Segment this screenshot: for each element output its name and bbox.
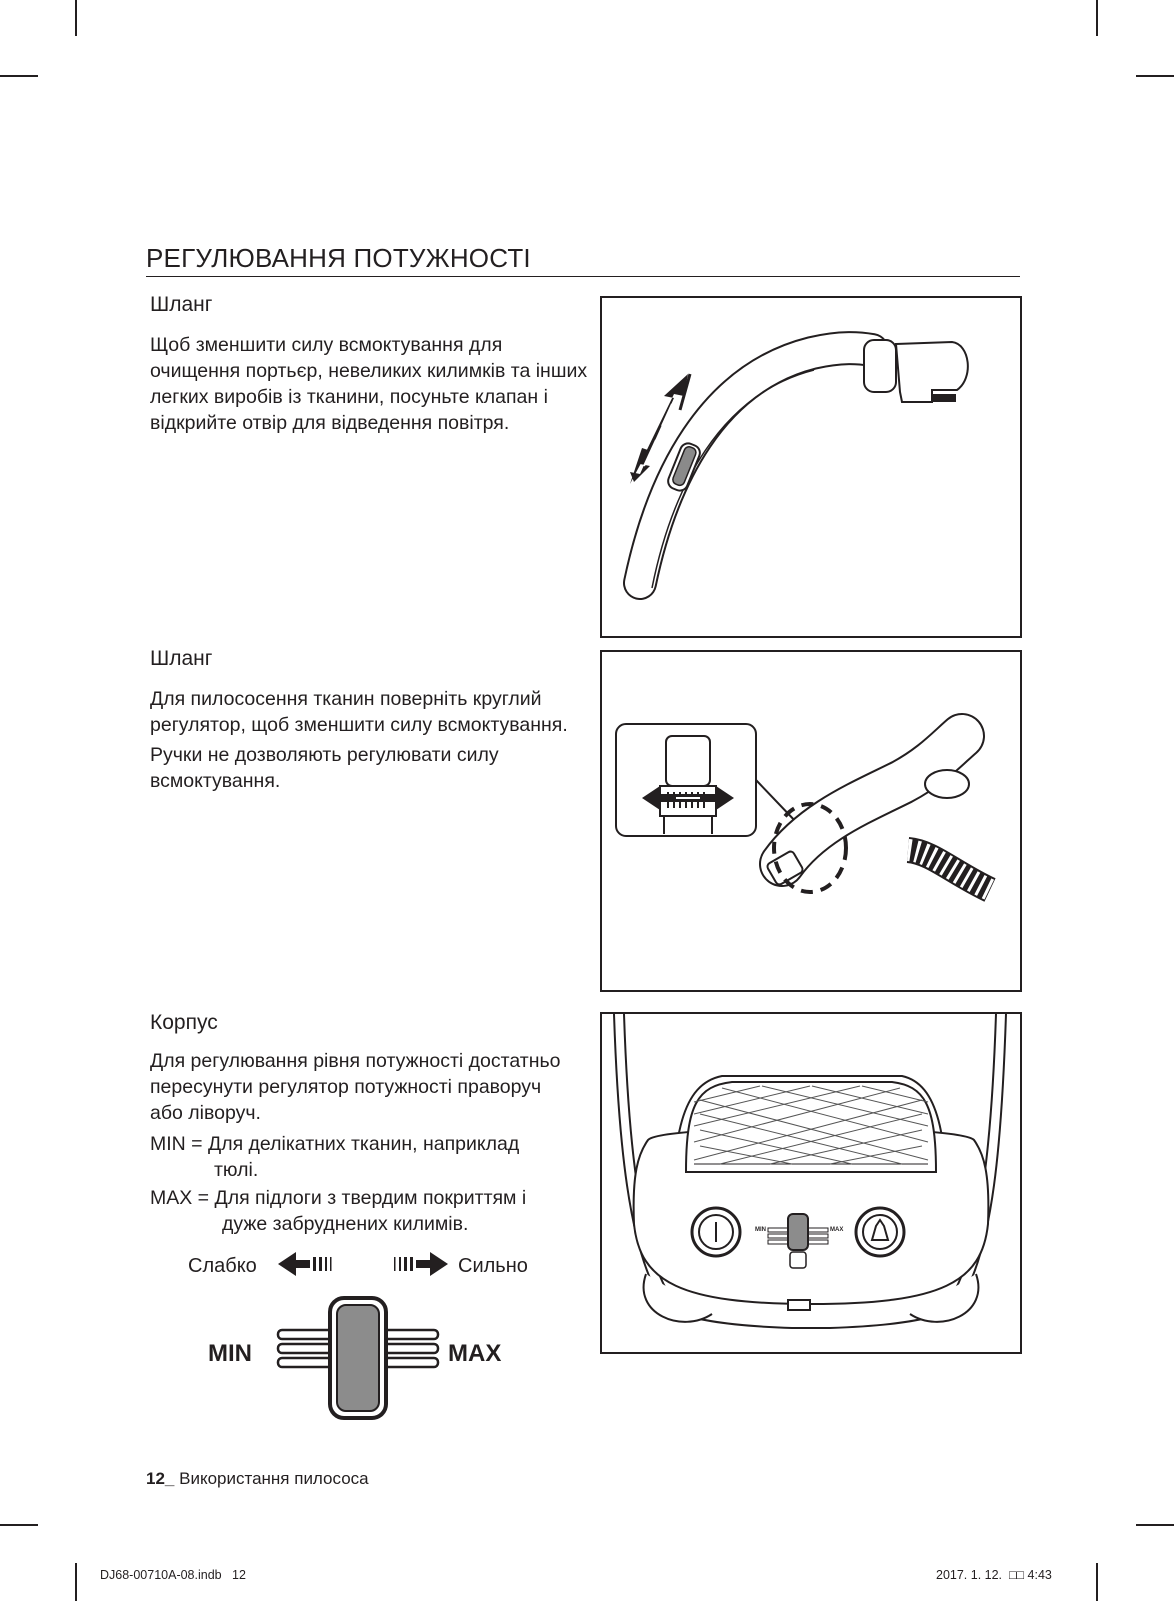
slug-filename: DJ68-00710A-08.indb: [100, 1568, 222, 1582]
definition-text: Для підлоги з твердим покриттям і: [214, 1187, 527, 1209]
min-label: MIN: [208, 1340, 252, 1367]
definition-term: MIN: [150, 1133, 186, 1155]
crop-mark: [0, 75, 38, 77]
left-arrow-icon: [278, 1252, 332, 1276]
hose-1-text: [150, 332, 590, 436]
page-number: 12_: [146, 1469, 175, 1488]
vacuum-body-figure: [600, 1012, 1022, 1354]
definition-separator: =: [185, 1133, 208, 1155]
crop-mark: [1096, 1563, 1098, 1601]
page-footer: [146, 1469, 369, 1489]
crop-mark: [1096, 0, 1098, 36]
definition-max: [150, 1185, 526, 1211]
definition-text: Для делікатних тканин, наприклад: [207, 1133, 520, 1155]
heading-hose-1: Шланг: [150, 293, 213, 316]
panel-max-label: MAX: [830, 1227, 844, 1233]
slug-date: 2017. 1. 12.: [936, 1568, 1003, 1582]
definition-separator: =: [192, 1187, 215, 1209]
weak-label: Слабко: [188, 1255, 257, 1277]
slider-diagram-illustration: [180, 1248, 550, 1423]
heading-body: Корпус: [150, 1011, 218, 1034]
hose-2-paragraph-1: Для пилососення тканин поверніть круглий регулятор, щоб зменшити силу всмоктування.: [150, 688, 568, 736]
right-arrow-icon: [394, 1252, 448, 1276]
title-rule: [146, 276, 1020, 277]
power-slider-diagram: [180, 1248, 550, 1423]
hose-valve-illustration: [602, 298, 1020, 636]
body-paragraph: Для регулювання рівня потужності достатньо пересунути регулятор потужності праворуч або ліворуч.: [150, 1050, 561, 1124]
slug-page: 12: [232, 1568, 246, 1582]
print-slug-file: [100, 1568, 246, 1582]
heading-hose-2: Шланг: [150, 647, 213, 670]
definition-term: MAX: [150, 1187, 193, 1209]
panel-min-label: MIN: [755, 1227, 766, 1233]
crop-mark: [0, 1524, 38, 1526]
print-slug-date: [936, 1568, 1052, 1582]
hose-regulator-illustration: [602, 652, 1020, 990]
strong-label: Сильно: [458, 1255, 528, 1277]
definition-min: [150, 1131, 519, 1157]
crop-mark: [1136, 75, 1174, 77]
body-text: [150, 1048, 570, 1126]
definition-min-cont: тюлі.: [214, 1159, 259, 1181]
section-title: РЕГУЛЮВАННЯ ПОТУЖНОСТІ: [146, 243, 531, 273]
slug-time: □□ 4:43: [1008, 1568, 1052, 1582]
hose-valve-figure: [600, 296, 1022, 638]
hose-2-paragraph-2: Ручки не дозволяють регулювати силу всмоктування.: [150, 744, 499, 792]
crop-mark: [75, 1563, 77, 1601]
page-footer-title: Використання пилососа: [179, 1469, 369, 1488]
crop-mark: [75, 0, 77, 36]
hose-1-paragraph: Щоб зменшити силу всмоктування для очищення портьєр, невеликих килимків та інших легких виробів із тканини, посуньте клапан і відкрийте отвір для відведення повітря.: [150, 334, 588, 434]
crop-mark: [1136, 1524, 1174, 1526]
definition-max-cont: дуже забруднених килимів.: [222, 1213, 469, 1235]
hose-regulator-figure: [600, 650, 1022, 992]
hose-2-text: [150, 686, 570, 794]
max-label: MAX: [448, 1340, 502, 1367]
vacuum-body-illustration: [602, 1014, 1020, 1352]
